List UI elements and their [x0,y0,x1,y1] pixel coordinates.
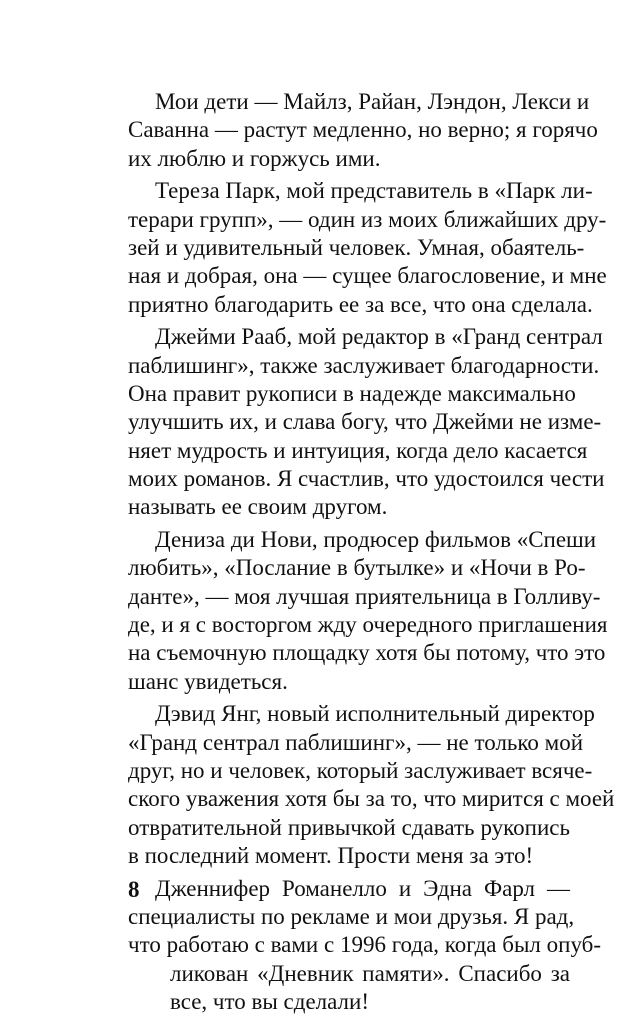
text-line: Саванна — растут медленно, но верно; я горячо [128,117,598,143]
paragraph-first-line: Дэвид Янг, новый исполнительный директор [155,701,595,727]
page-number: 8 [128,877,140,902]
paragraph-first-line: Дениза ди Нови, продюсер фильмов «Спеши [155,526,597,552]
text-line: паблишинг», также заслуживает благодарности. [128,352,600,378]
text-line: данте», — моя лучшая приятельница в Голливу- [128,583,601,609]
text-line: называть ее своим другом. [128,494,388,520]
text-line: приятно благодарить ее за все, что она сделала. [128,291,593,317]
text-line: ского уважения хотя бы за то, что мирится с моей [128,786,615,812]
text-line: ликован «Дневник памяти». Спасибо за [170,960,570,986]
paragraph-first-line: Дженнифер Романелло и Эдна Фарл — [155,875,570,901]
text-line: зей и удивительный человек. Умная, обаятель- [128,234,585,260]
text-line: улучшить их, и слава богу, что Джейми не изме- [128,409,602,435]
text-line: Она правит рукописи в надежде максимально [128,380,576,406]
text-line: все, что вы сделали! [170,989,370,1015]
text-line: любить», «Послание в бутылке» и «Ночи в Ро- [128,555,586,581]
acknowledgements-text [128,88,615,1017]
text-line: на съемочную площадку хотя бы потому, что это [128,640,606,666]
text-line: специалисты по рекламе и мои друзья. Я рад, [128,903,575,929]
text-line: терари групп», — один из моих ближайших дру- [128,206,607,232]
text-line: няет мудрость и интуиция, когда дело касается [128,437,588,463]
paragraph-first-line: Мои дети — Майлз, Райан, Лэндон, Лекси и [155,89,590,114]
text-line: их люблю и горжусь ими. [128,145,381,171]
text-line: моих романов. Я счастлив, что удостоился чести [128,466,605,492]
text-line: друг, но и человек, который заслуживает всяче- [128,757,593,783]
text-line: де, и я с восторгом жду очередного приглашения [128,612,608,638]
text-line: ная и добрая, она — сущее благословение, и мне [128,263,607,289]
text-line: в последний момент. Прости меня за это! [128,843,534,869]
text-line: что работаю с вами с 1996 года, когда был опуб- [128,932,602,958]
paragraph-first-line: Джейми Рааб, мой редактор в «Гранд сентрал [155,324,603,350]
text-line: шанс увидеться. [128,668,288,694]
text-line: «Гранд сентрал паблишинг», — не только мой [128,729,584,755]
text-line: отвратительной привычкой сдавать рукопись [128,814,570,840]
paragraph-first-line: Тереза Парк, мой представитель в «Парк ли- [155,178,593,204]
